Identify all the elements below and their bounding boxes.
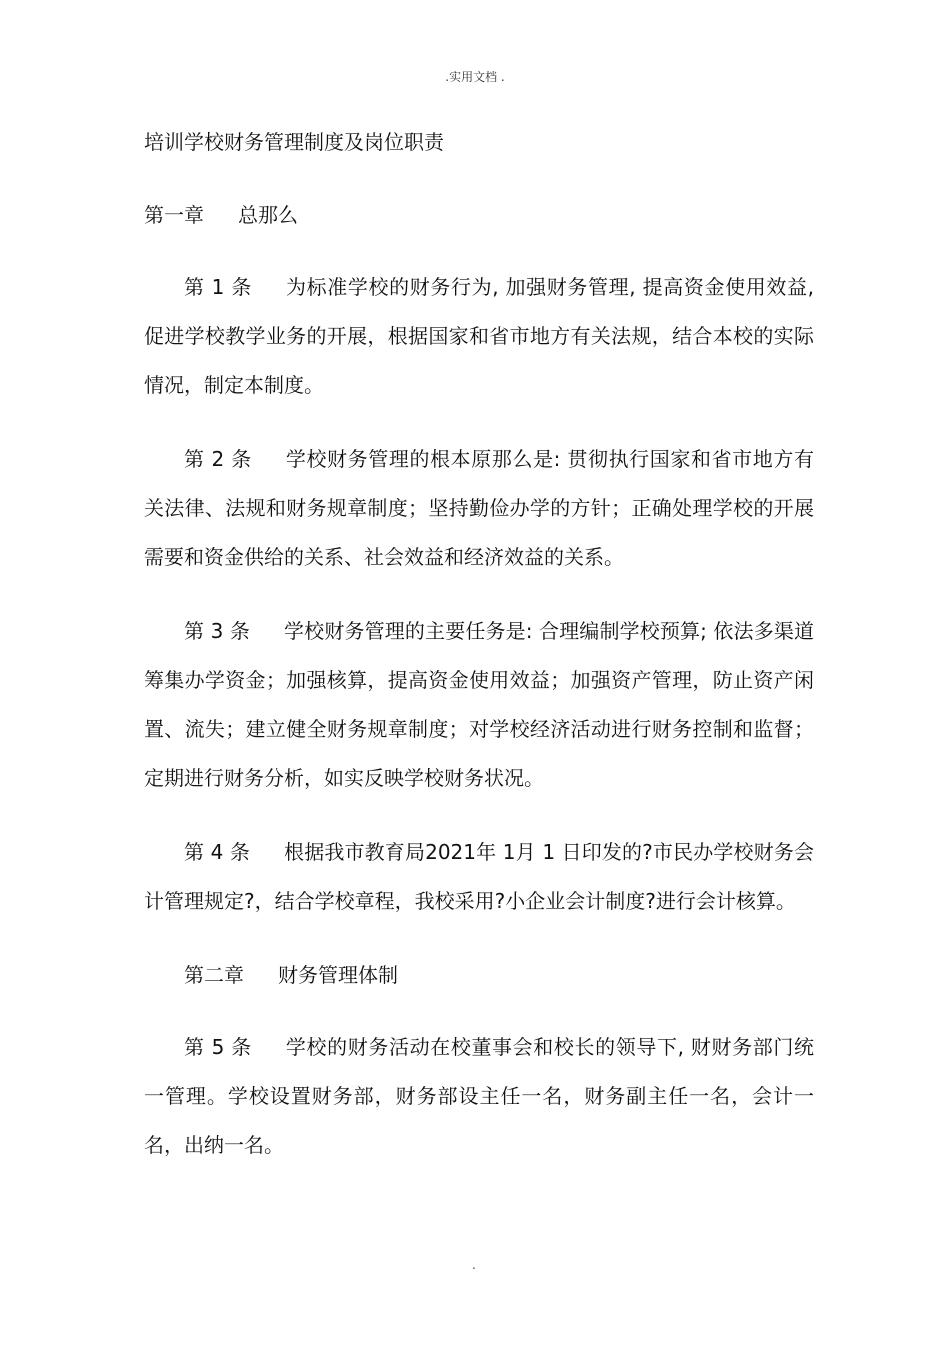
article-2-text: 学校财务管理的根本原那么是: 贯彻执行国家和省市地方有关法律、法规和财务规章制度；坚持勤俭办学的方针；正确处理学校的开展需要和资金供给的关系、社会效益和经济效益的关系。 — [144, 447, 814, 569]
article-2 — [144, 435, 814, 582]
article-3-text: 学校财务管理的主要任务是: 合理编制学校预算; 依法多渠道筹集办学资金；加强核算，提高资金使用效益；加强资产管理，防止资产闲置、流失；建立健全财务规章制度；对学校经济活动进行财务控制和监督；定期进行财务分析，如实反映学校财务状况。 — [144, 619, 814, 790]
article-4 — [144, 828, 814, 926]
article-2-number: 第 2 条 — [184, 447, 252, 471]
chapter-1-name: 总那么 — [238, 203, 298, 227]
article-1 — [144, 263, 814, 410]
page-header: .实用文档 . — [445, 70, 505, 84]
chapter-1-heading — [144, 202, 298, 228]
chapter-2-name: 财务管理体制 — [278, 963, 398, 987]
article-4-text: 根据我市教育局2021年 1月 1 日印发的?市民办学校财务会计管理规定?，结合学校章程，我校采用?小企业会计制度?进行会计核算。 — [144, 840, 814, 913]
article-5-number: 第 5 条 — [184, 1035, 252, 1059]
article-1-number: 第 1 条 — [184, 275, 252, 299]
article-5 — [144, 1023, 814, 1170]
page-footer: . — [472, 1258, 476, 1272]
chapter-2-label: 第二章 — [184, 963, 244, 987]
chapter-2-heading — [184, 962, 398, 988]
document-title: 培训学校财务管理制度及岗位职责 — [144, 130, 444, 154]
article-4-number: 第 4 条 — [184, 840, 251, 864]
article-3 — [144, 607, 814, 803]
article-5-text: 学校的财务活动在校董事会和校长的领导下, 财财务部门统一管理。学校设置财务部，财务部设主任一名，财务副主任一名，会计一名，出纳一名。 — [144, 1035, 814, 1157]
article-1-text: 为标准学校的财务行为, 加强财务管理, 提高资金使用效益, 促进学校教学业务的开展，根据国家和省市地方有关法规，结合本校的实际情况，制定本制度。 — [144, 275, 814, 397]
chapter-1-label: 第一章 — [144, 203, 204, 227]
article-3-number: 第 3 条 — [184, 619, 251, 643]
